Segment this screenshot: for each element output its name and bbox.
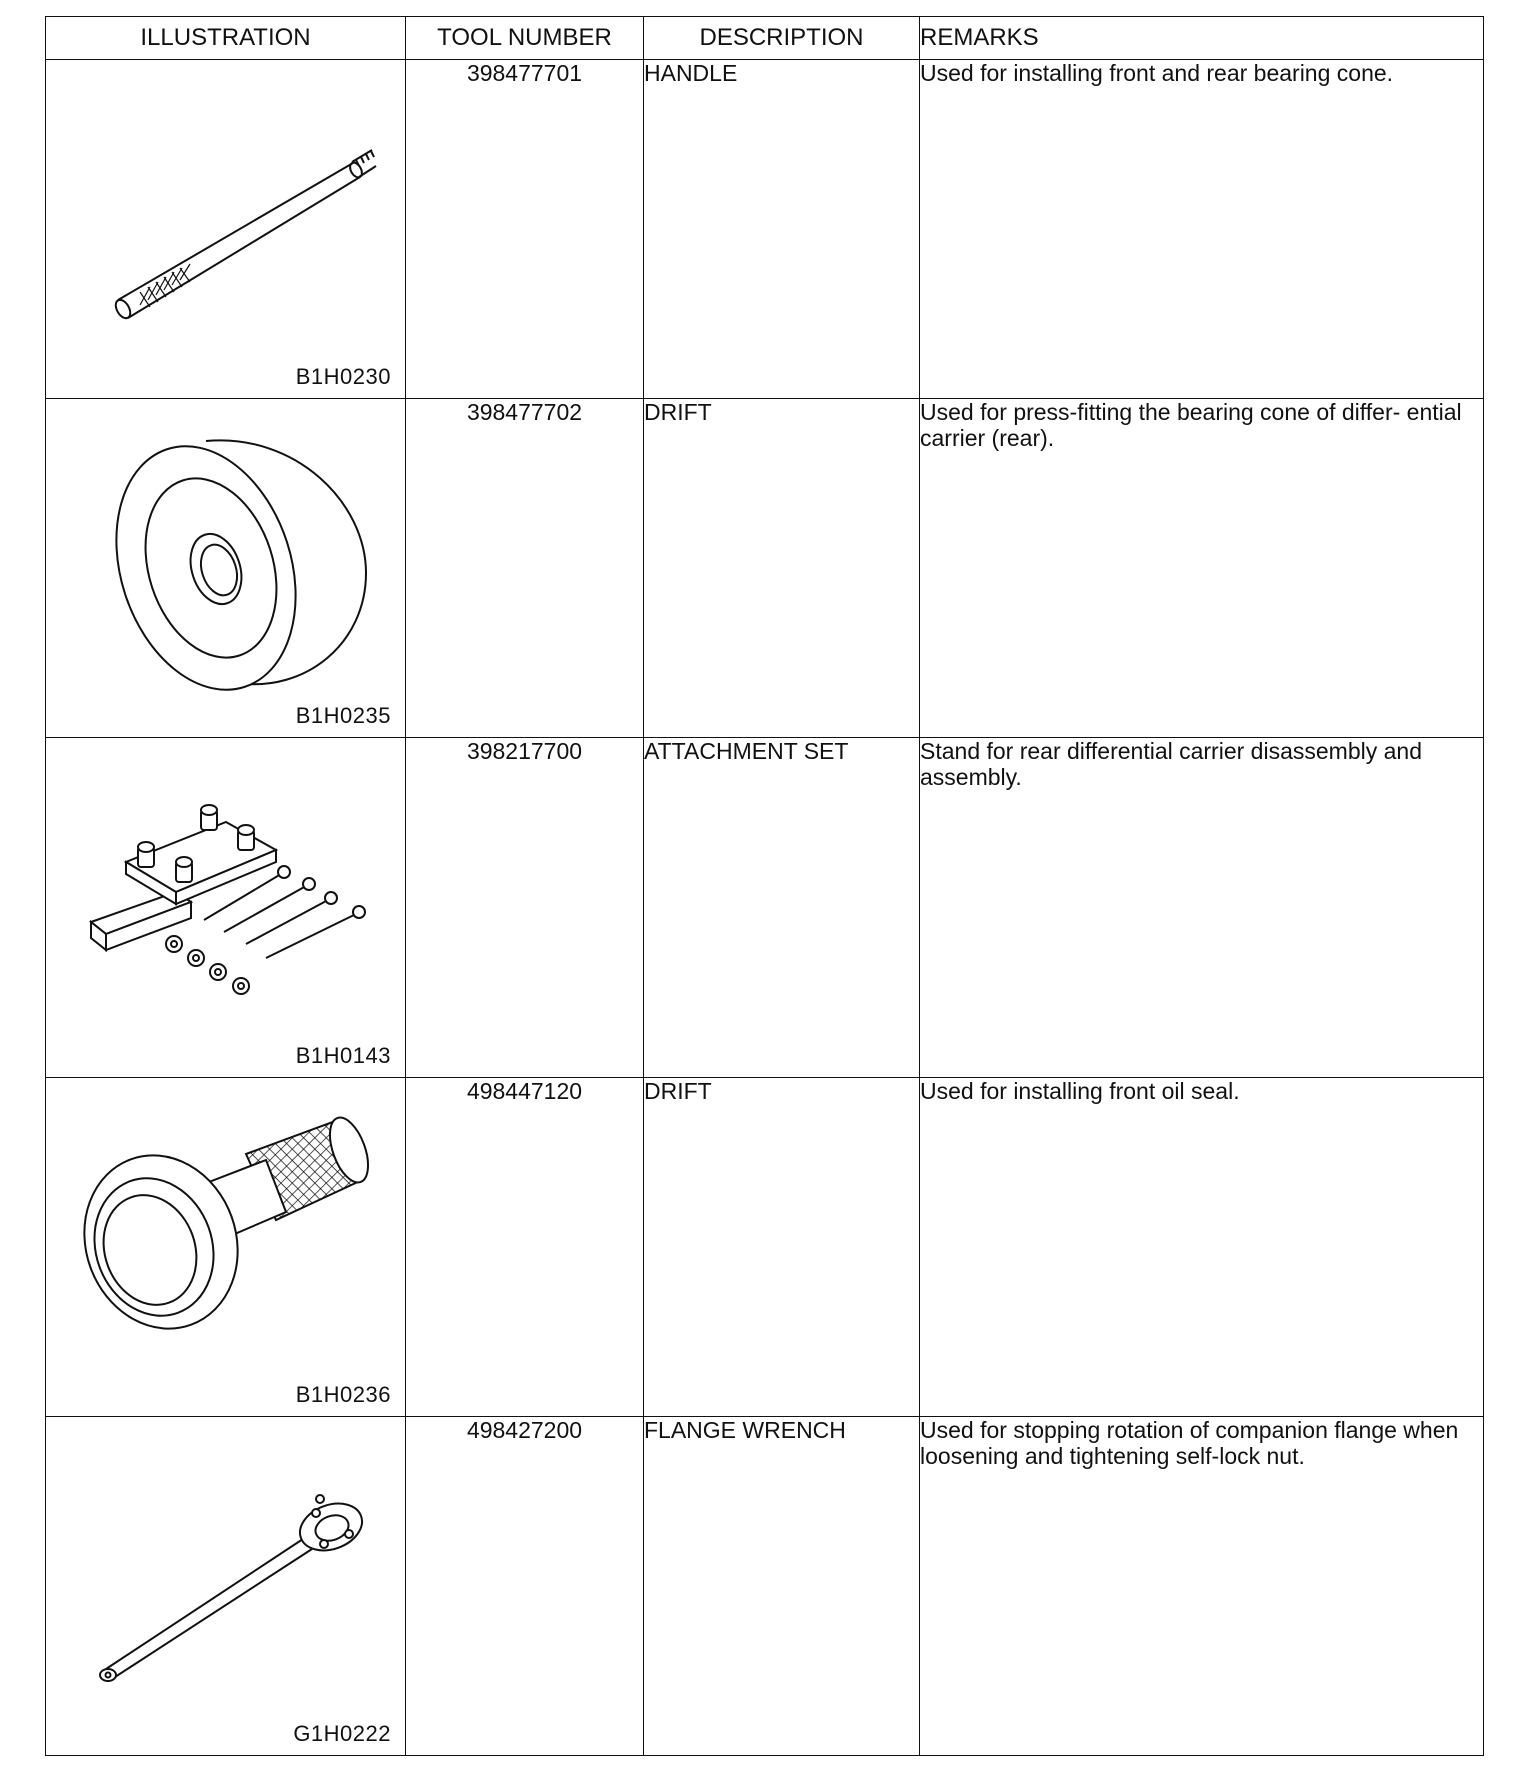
header-description: DESCRIPTION — [644, 17, 920, 60]
illustration-cell — [46, 399, 406, 738]
tool-number: 398477702 — [406, 399, 644, 738]
remarks: Used for press-fitting the bearing cone of differ- ential carrier (rear). — [920, 399, 1484, 738]
header-remarks: REMARKS — [920, 17, 1484, 60]
description: HANDLE — [644, 60, 920, 399]
tool-number: 398217700 — [406, 738, 644, 1077]
illustration-code: B1H0230 — [295, 364, 391, 390]
illustration-cell — [46, 1416, 406, 1755]
description: ATTACHMENT SET — [644, 738, 920, 1077]
tool-number: 498447120 — [406, 1077, 644, 1416]
illustration-code: B1H0143 — [295, 1042, 391, 1068]
illustration-code: G1H0222 — [293, 1721, 391, 1746]
remarks: Used for installing front and rear bearing cone. — [920, 60, 1484, 399]
table-row — [46, 60, 1484, 399]
tool-number: 498427200 — [406, 1416, 644, 1755]
description: DRIFT — [644, 1077, 920, 1416]
illustration-code: B1H0236 — [295, 1381, 391, 1407]
drift-knurled-icon — [66, 1092, 396, 1382]
description: DRIFT — [644, 399, 920, 738]
header-illustration: ILLUSTRATION — [46, 17, 406, 60]
handle-rod-icon — [66, 74, 396, 364]
illustration-cell — [46, 60, 406, 399]
illustration-cell — [46, 1077, 406, 1416]
illustration-code: B1H0235 — [295, 703, 391, 729]
tool-number: 398477701 — [406, 60, 644, 399]
table-row — [46, 738, 1484, 1077]
table-row — [46, 1077, 1484, 1416]
drift-ring-icon — [66, 413, 396, 703]
remarks: Used for installing front oil seal. — [920, 1077, 1484, 1416]
special-tools-table — [45, 16, 1484, 1756]
remarks: Used for stopping rotation of companion flange when loosening and tightening self-lock nut. — [920, 1416, 1484, 1755]
table-row — [46, 399, 1484, 738]
description: FLANGE WRENCH — [644, 1416, 920, 1755]
header-tool-number: TOOL NUMBER — [406, 17, 644, 60]
table-row — [46, 1416, 1484, 1755]
flange-wrench-icon — [66, 1431, 396, 1721]
attachment-set-icon — [66, 752, 396, 1042]
remarks: Stand for rear differential carrier disassembly and assembly. — [920, 738, 1484, 1077]
illustration-cell — [46, 738, 406, 1077]
header-row — [46, 17, 1484, 60]
